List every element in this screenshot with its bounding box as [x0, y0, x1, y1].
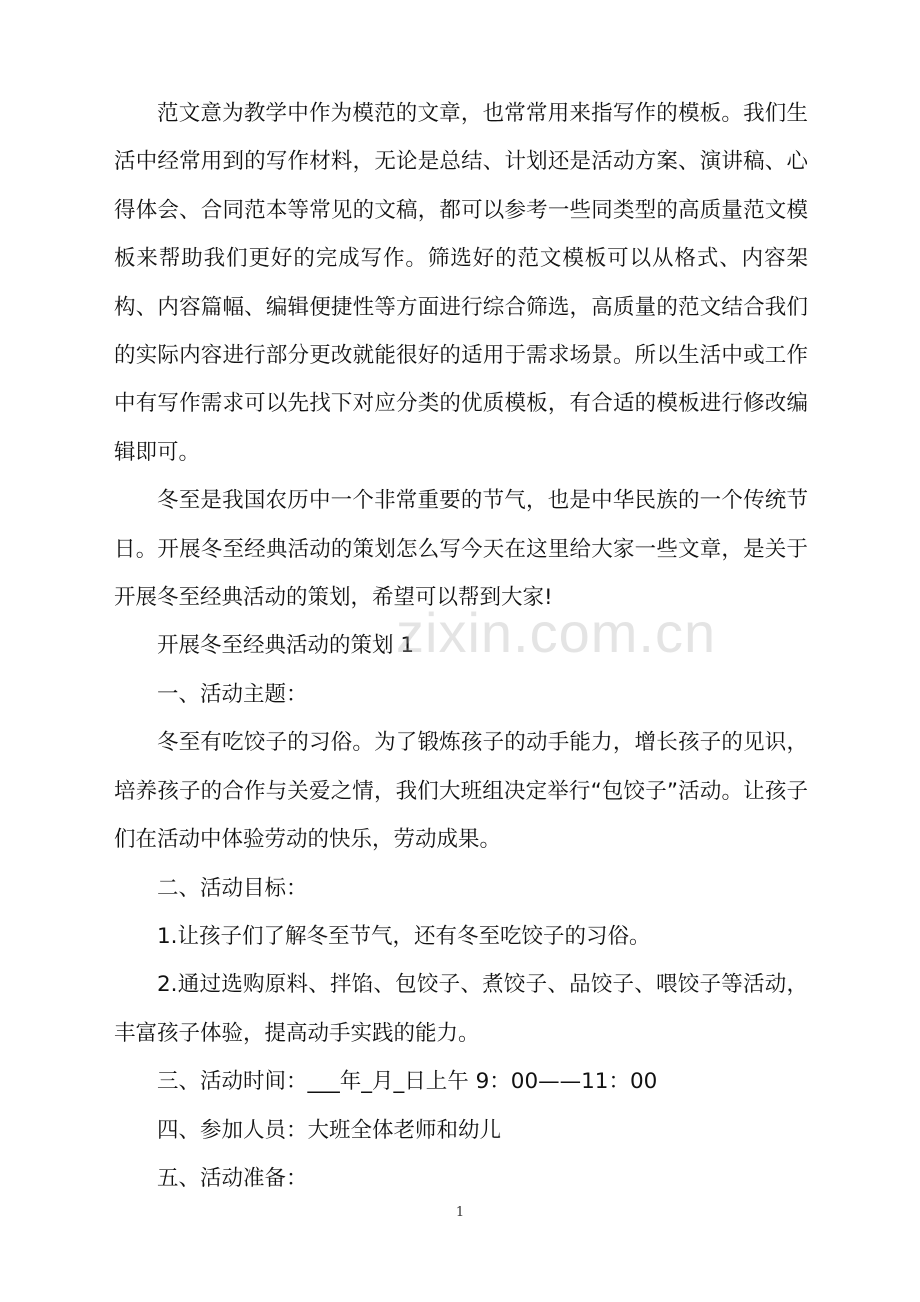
heading-participants: 四、参加人员：大班全体老师和幼儿 — [157, 1117, 502, 1143]
goal-item-2: 2.通过选购原料、拌馅、包饺子、煮饺子、品饺子、喂饺子等活动，丰富孩子体验，提高动手实践的能力。 — [114, 972, 808, 1046]
section-title: 开展冬至经典活动的策划 1 — [157, 633, 415, 659]
heading-goals: 二、活动目标： — [157, 875, 308, 901]
watermark: zixin.com.cn — [396, 601, 717, 664]
heading-time: 三、活动时间：___年_月_日上午 9：00——11：00 — [157, 1069, 658, 1095]
paragraph-intro: 范文意为教学中作为模范的文章，也常常用来指写作的模板。我们生活中经常用到的写作材料，无论是总结、计划还是活动方案、演讲稿、心得体会、合同范本等常见的文稿，都可以参考一些同类型的高质量范文模板来帮助我们更好的完成写作。筛选好的范文模板可以从格式、内容架构、内容篇幅、编辑便捷性等方面进行综合筛选，高质量的范文结合我们的实际内容进行部分更改就能很好的适用于需求场景。所以生活中或工作中有写作需求可以先找下对应分类的优质模板，有合适的模板进行修改编辑即可。 — [114, 101, 808, 465]
paragraph-winter-solstice: 冬至是我国农历中一个非常重要的节气，也是中华民族的一个传统节日。开展冬至经典活动的策划怎么写今天在这里给大家一些文章，是关于开展冬至经典活动的策划，希望可以帮到大家! — [114, 488, 808, 611]
document-body — [114, 90, 808, 1203]
heading-preparation: 五、活动准备： — [157, 1165, 308, 1191]
goal-item-1: 1.让孩子们了解冬至节气，还有冬至吃饺子的习俗。 — [157, 923, 651, 949]
page-number: 1 — [455, 1205, 465, 1220]
paragraph-theme: 冬至有吃饺子的习俗。为了锻炼孩子的动手能力，增长孩子的见识，培养孩子的合作与关爱之情，我们大班组决定举行“包饺子”活动。让孩子们在活动中体验劳动的快乐，劳动成果。 — [114, 730, 808, 853]
heading-theme: 一、活动主题： — [157, 681, 308, 707]
